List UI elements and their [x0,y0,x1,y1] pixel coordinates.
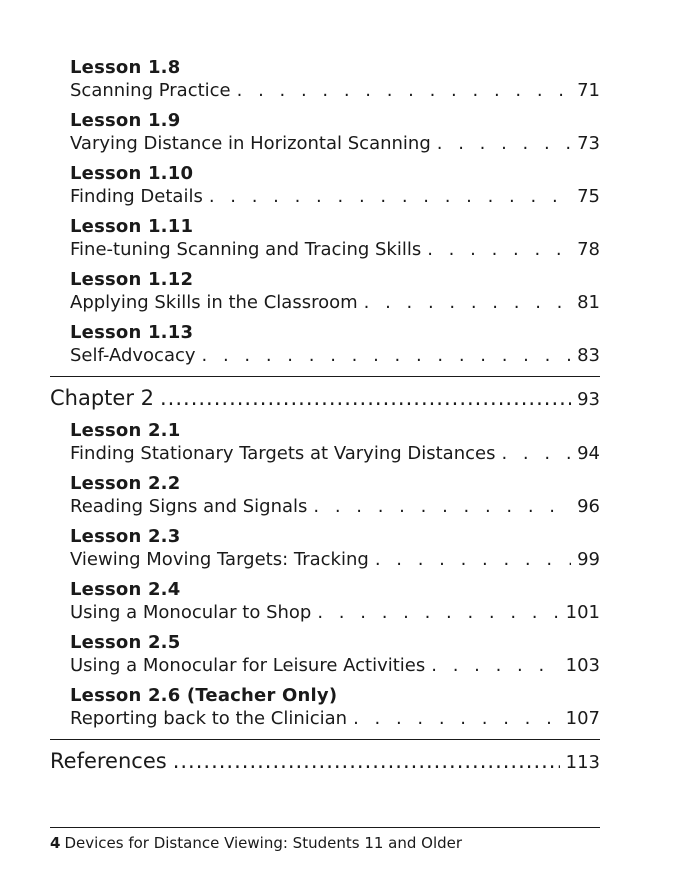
section-divider [50,739,600,740]
lesson-line [70,548,600,572]
lesson-line [70,185,600,209]
lesson-number: Lesson 1.9 [70,110,181,131]
lesson-page-number: 94 [577,443,600,464]
lesson-number: Lesson 1.11 [70,216,194,237]
lesson-line [70,79,600,103]
lesson-title: Applying Skills in the Classroom [70,292,358,313]
lesson-title: Using a Monocular for Leisure Activities [70,655,426,676]
lesson-entry [50,162,600,209]
lesson-page-number: 96 [577,496,600,517]
footer-book-title: Devices for Distance Viewing: Students 11 and Older [64,834,463,852]
lesson-entry [50,321,600,368]
lesson-entry [50,109,600,156]
references-entry [50,746,600,778]
lesson-page-number: 99 [577,549,600,570]
lesson-entry [50,215,600,262]
lesson-entry [50,578,600,625]
table-of-contents [50,56,600,782]
lesson-entry [50,631,600,678]
lesson-line [70,344,600,368]
lesson-entry [50,56,600,103]
dot-leader [202,344,572,368]
lesson-entry [50,472,600,519]
lesson-page-number: 73 [577,133,600,154]
lesson-line [70,291,600,315]
lesson-line [70,238,600,262]
lesson-page-number: 81 [577,292,600,313]
lesson-page-number: 103 [565,655,600,676]
references-title: References [50,749,167,773]
section-divider [50,376,600,377]
dot-leader [427,238,571,262]
page-footer [50,827,600,853]
lesson-number: Lesson 2.1 [70,420,181,441]
lesson-page-number: 101 [565,602,600,623]
lesson-title: Viewing Moving Targets: Tracking [70,549,369,570]
lesson-page-number: 83 [577,345,600,366]
lesson-page-number: 107 [565,708,600,729]
chapter-2-entry [50,383,600,415]
lesson-number: Lesson 2.5 [70,632,181,653]
lesson-title: Finding Stationary Targets at Varying Distances [70,443,496,464]
dot-leader [317,601,559,625]
dot-leader [209,185,571,209]
lesson-page-number: 75 [577,186,600,207]
dot-leader [160,383,571,413]
dot-leader [375,548,571,572]
lesson-title: Self-Advocacy [70,345,196,366]
lesson-number: Lesson 2.3 [70,526,181,547]
footer-page-number: 4 [50,834,61,852]
lesson-number: Lesson 1.10 [70,163,194,184]
lesson-title: Using a Monocular to Shop [70,602,312,623]
chapter-page-number: 93 [577,389,600,410]
chapter-1-lessons [50,56,600,368]
lesson-line [70,707,600,731]
chapter-title: Chapter 2 [50,386,154,410]
dot-leader [237,79,571,103]
dot-leader [313,495,571,519]
lesson-number: Lesson 2.2 [70,473,181,494]
dot-leader [501,442,571,466]
lesson-title: Reporting back to the Clinician [70,708,348,729]
dot-leader [353,707,560,731]
lesson-page-number: 78 [577,239,600,260]
lesson-title: Fine-tuning Scanning and Tracing Skills [70,239,422,260]
lesson-title: Scanning Practice [70,80,231,101]
lesson-number: Lesson 2.6 (Teacher Only) [70,685,338,706]
lesson-number: Lesson 1.8 [70,57,181,78]
lesson-entry [50,419,600,466]
lesson-line [70,442,600,466]
lesson-line [70,495,600,519]
lesson-title: Finding Details [70,186,203,207]
lesson-page-number: 71 [577,80,600,101]
dot-leader [431,654,559,678]
lesson-title: Varying Distance in Horizontal Scanning [70,133,431,154]
lesson-number: Lesson 1.13 [70,322,194,343]
dot-leader [173,746,560,776]
references-page-number: 113 [565,752,600,773]
lesson-line [70,654,600,678]
lesson-entry [50,268,600,315]
chapter-2-lessons [50,419,600,731]
lesson-number: Lesson 1.12 [70,269,194,290]
lesson-title: Reading Signs and Signals [70,496,308,517]
lesson-entry [50,525,600,572]
lesson-line [70,601,600,625]
lesson-entry [50,684,600,731]
dot-leader [437,132,571,156]
lesson-number: Lesson 2.4 [70,579,181,600]
dot-leader [364,291,571,315]
lesson-line [70,132,600,156]
